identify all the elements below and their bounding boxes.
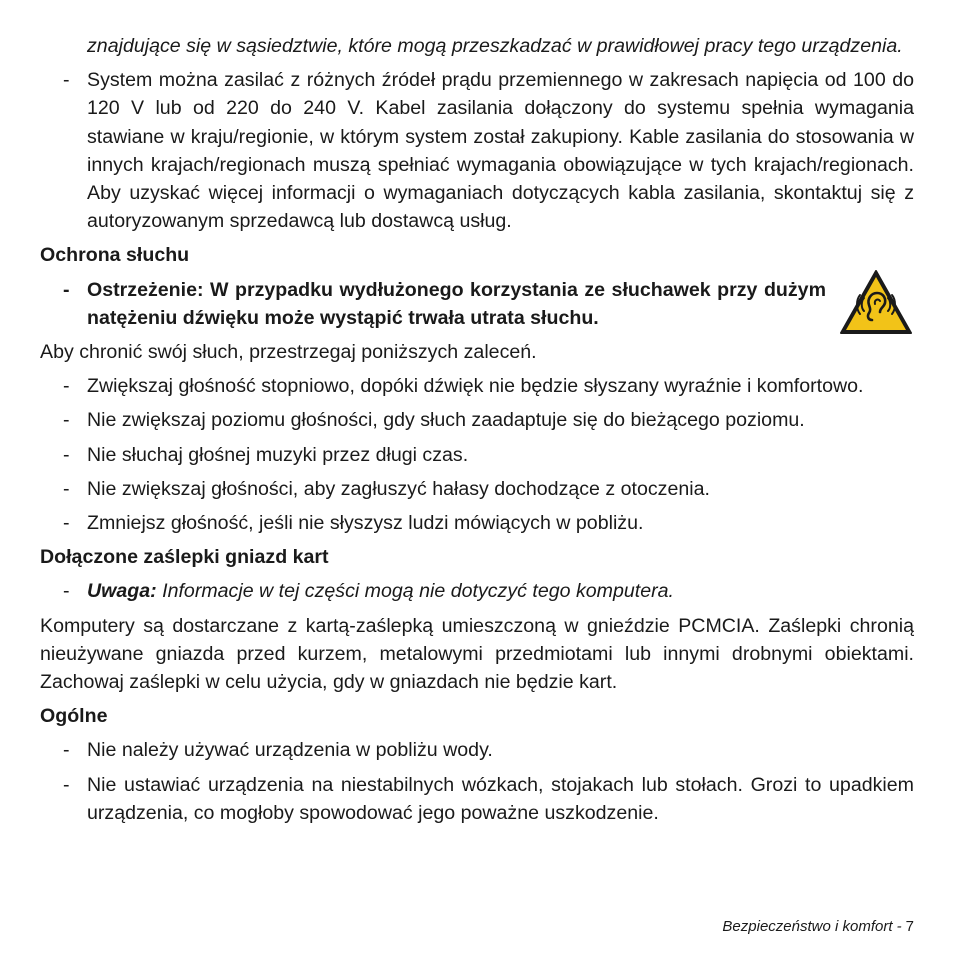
hearing-item [40, 372, 914, 400]
hearing-warning [40, 276, 826, 332]
hearing-item-text: Nie zwiększaj poziomu głośności, gdy słuch zaadaptuje się do bieżącego poziomu. [87, 409, 805, 432]
bullet-dash: - [63, 739, 70, 762]
bullet-dash: - [63, 477, 70, 500]
hearing-warning-icon [838, 268, 914, 336]
general-item [40, 736, 914, 764]
hearing-warning-text: Ostrzeżenie: W przypadku wydłużonego korzystania ze słuchawek przy dużym natężeniu dźwięku może wystąpić trwała utrata słuchu. [87, 278, 826, 329]
hearing-item-text: Nie zwiększaj głośności, aby zagłuszyć hałasy dochodzące z otoczenia. [87, 477, 710, 500]
continuation-body: znajdujące się w sąsiedztwie, które mogą przeszkadzać w prawidłowej pracy tego urządzenia. [87, 35, 903, 57]
hearing-heading: Ochrona słuchu [40, 244, 190, 267]
power-item [40, 66, 914, 235]
note-text: Informacje w tej części mogą nie dotyczyć tego komputera. [156, 580, 674, 603]
bullet-dash: - [63, 773, 70, 796]
bullet-dash: - [63, 580, 70, 603]
bullet-dash: - [63, 375, 70, 398]
hearing-item [40, 509, 914, 537]
hearing-intro: Aby chronić swój słuch, przestrzegaj poniższych zaleceń. [40, 341, 537, 364]
bullet-dash: - [63, 443, 70, 466]
hearing-warning-row [40, 276, 914, 332]
document-page [40, 32, 914, 827]
note-label: Uwaga: [87, 580, 157, 603]
continuation-text [40, 32, 914, 60]
dummy-cards-note [40, 577, 914, 605]
hearing-item [40, 475, 914, 503]
hearing-item-text: Nie słuchaj głośnej muzyki przez długi czas. [87, 443, 469, 466]
general-item-text: Nie ustawiać urządzenia na niestabilnych wózkach, stojakach lub stołach. Grozi to upadkiem urządzenia, co mogłoby spowodować jego poważne uszkodzenie. [87, 773, 914, 824]
power-item-text: System można zasilać z różnych źródeł prądu przemiennego w zakresach napięcia od 100 do 120 V lub od 220 do 240 V. Kabel zasilania dołączony do systemu spełnia wymagania stawiane w kraju/regionie, w którym system został zakupiony. Kable zasilania do stosowania w innych krajach/regionach muszą spełniać wymagania obowiązujące w tych krajach/regionach. Aby uzyskać więcej informacji o wymaganiach dotyczących kabla zasilania, skontaktuj się z autoryzowanym sprzedawcą lub dostawcą usług. [87, 69, 914, 233]
dummy-cards-body: Komputery są dostarczane z kartą-zaślepką umieszczoną w gnieździe PCMCIA. Zaślepki chronią nieużywane gniazda przed kurzem, metalowymi przedmiotami lub innymi drobnymi obiektami. Zachowaj zaślepki w celu użycia, gdy w gniazdach nie będzie kart. [40, 614, 914, 694]
hearing-item-text: Zmniejsz głośność, jeśli nie słyszysz ludzi mówiących w pobliżu. [87, 512, 644, 535]
dummy-cards-heading: Dołączone zaślepki gniazd kart [40, 546, 329, 569]
page-number: 7 [905, 918, 914, 935]
hearing-item [40, 406, 914, 434]
general-heading: Ogólne [40, 705, 108, 728]
page-footer [722, 918, 914, 935]
bullet-dash: - [63, 69, 70, 92]
bullet-dash: - [63, 512, 70, 535]
footer-section-title: Bezpieczeństwo i komfort - [722, 918, 902, 935]
general-item-text: Nie należy używać urządzenia w pobliżu wody. [87, 739, 493, 762]
bullet-dash: - [63, 278, 70, 301]
bullet-dash: - [63, 409, 70, 432]
general-item [40, 771, 914, 827]
hearing-item-text: Zwiększaj głośność stopniowo, dopóki dźwięk nie będzie słyszany wyraźnie i komfortowo. [87, 375, 864, 398]
hearing-item [40, 441, 914, 469]
